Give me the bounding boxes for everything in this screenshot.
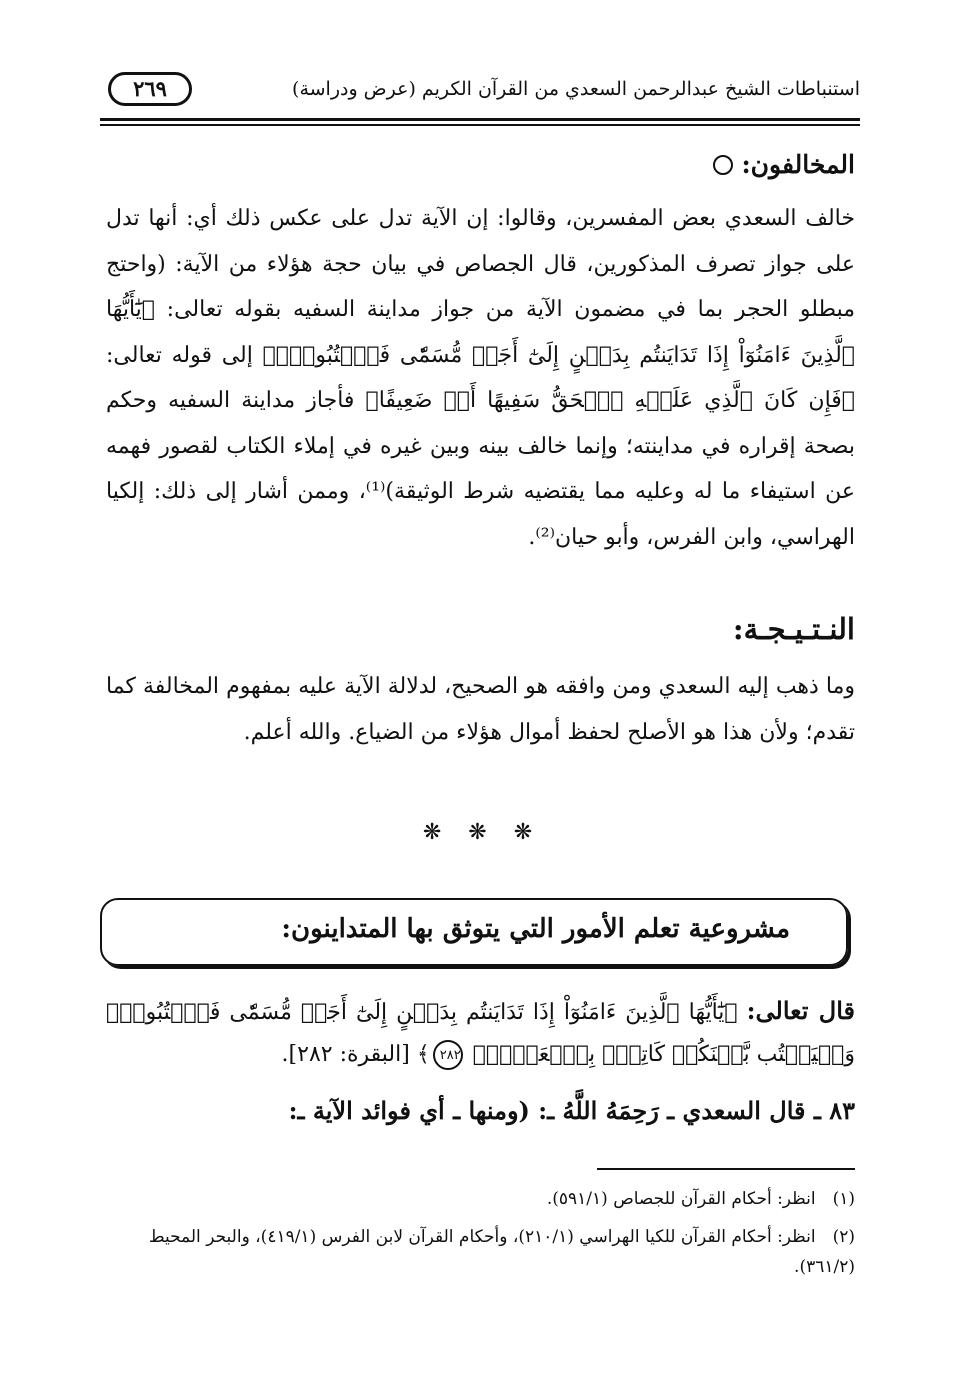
section-title: مشروعية تعلم الأمور التي يتوثق بها المتداينون: (281, 914, 790, 944)
opponents-paragraph: خالف السعدي بعض المفسرين، وقالوا: إن الآية تدل على عكس ذلك أي: أنها تدل على جواز تصرف المذكورين، قال الجصاص في بيان حجة هؤلاء من الآية: (واحتج مبطلو الحجر بما في مضمون الآية من جواز مداينة السفيه بقوله تعالى: ﴿يَٰٓأَيُّهَا ٱلَّذِينَ ءَامَنُوٓاْ إِذَا تَدَايَنتُم بِدَيۡنٍ إِلَىٰٓ أَجَلٖ مُّسَمّٗى فَٱكۡتُبُوهُۚ﴾ إلى قوله تعالى: ﴿فَإِن كَانَ ٱلَّذِي عَلَيۡهِ ٱلۡحَقُّ سَفِيهًا أَوۡ ضَعِيفًا﴾ فأجاز مداينة السفيه وحكم بصحة إقراره في مداينته؛ وإنما خالف بينه وبين غيره في إملاء الكتاب لقصور فهمه عن استيفاء ما له وعليه مما يقتضيه شرط الوثيقة)⁽¹⁾، وممن أشار إلى ذلك: إلكيا الهراسي، وابن الفرس، وأبو حيان⁽²⁾. (106, 206, 855, 550)
footnote-2 (98, 1222, 855, 1282)
page-number-badge: ٢٦٩ (108, 72, 192, 106)
section-title-box (100, 898, 848, 966)
circle-bullet-icon (713, 155, 733, 175)
verse-closing-bracket: ﴾ (416, 1042, 430, 1067)
running-header (100, 66, 860, 116)
result-paragraph: وما ذهب إليه السعدي ومن وافقه هو الصحيح، لدلالة الآية عليه بمفهوم المخالفة كما تقدم؛ ولأن هذا هو الأصلح لحفظ أموال هؤلاء من الضياع. والله أعلم. (106, 674, 855, 745)
section-separator: ❋ ❋ ❋ (422, 820, 543, 845)
header-rule-thick (100, 118, 860, 121)
footnote-text: انظر: أحكام القرآن للجصاص (٥٩١/١). (546, 1189, 816, 1209)
footnote-rule (597, 1168, 855, 1170)
verse-paragraph (106, 990, 855, 1076)
verse-text: ﴿يَٰٓأَيُّهَا ٱلَّذِينَ ءَامَنُوٓاْ إِذَا تَدَايَنتُم بِدَيۡنٍ إِلَىٰٓ أَجَلٖ مُّسَمّٗى فَٱكۡتُبُوهُۚ وَلۡيَكۡتُب بَّيۡنَكُمۡ كَاتِبُۢ بِٱلۡعَدۡلِۚ (106, 1000, 855, 1067)
verse-reference: [البقرة: ٢٨٢]. (281, 1042, 410, 1067)
footnote-text: انظر: أحكام القرآن للكيا الهراسي (٢١٠/١)، وأحكام القرآن لابن الفرس (٤١٩/١)، والبحر المحيط (٣٦١/٢). (148, 1227, 855, 1277)
verse-label: قال تعالى: (746, 996, 856, 1025)
header-rule-thin (100, 124, 860, 126)
footnote-1 (98, 1184, 855, 1214)
footnote-number: (١) (832, 1189, 855, 1209)
point-line: ٨٣ ـ قال السعدي ـ رَحِمَهُ اللَّهُ ـ: (ومنها ـ أي فوائد الآية ـ: (288, 1096, 855, 1125)
book-title: استنباطات الشيخ عبدالرحمن السعدي من القرآن الكريم (عرض ودراسة) (292, 78, 860, 100)
footnote-number: (٢) (832, 1227, 855, 1247)
opponents-heading (713, 150, 855, 179)
result-heading: النـتـيـجـة: (732, 612, 855, 646)
opponents-heading-text: المخالفون: (741, 150, 855, 179)
ayah-number-marker: ٢٨٢ (433, 1040, 463, 1070)
